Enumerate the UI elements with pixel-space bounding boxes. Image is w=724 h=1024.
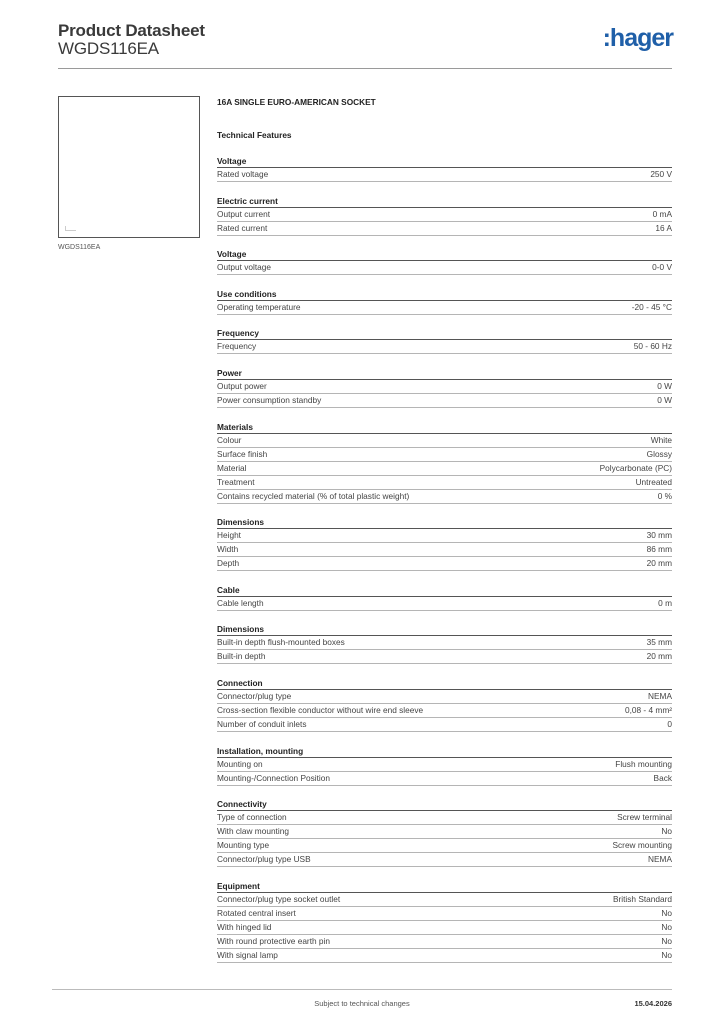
spec-label: Output voltage bbox=[217, 262, 271, 273]
spec-section bbox=[217, 288, 672, 315]
section-title: Installation, mounting bbox=[217, 745, 672, 758]
spec-row bbox=[217, 462, 672, 476]
spec-value: No bbox=[661, 935, 672, 946]
spec-row bbox=[217, 718, 672, 732]
spec-row bbox=[217, 704, 672, 718]
spec-value: -20 - 45 °C bbox=[631, 301, 672, 312]
spec-section bbox=[217, 880, 672, 963]
spec-label: Built-in depth bbox=[217, 651, 266, 662]
spec-label: Height bbox=[217, 530, 241, 541]
image-caption: WGDS116EA bbox=[58, 244, 101, 251]
spec-label: Output power bbox=[217, 380, 267, 391]
spec-row bbox=[217, 893, 672, 907]
spec-value: Flush mounting bbox=[615, 758, 672, 769]
spec-section bbox=[217, 516, 672, 571]
spec-value: 0 W bbox=[657, 380, 672, 391]
spec-value: 0-0 V bbox=[652, 262, 672, 273]
spec-label: Cross-section flexible conductor without wire end sleeve bbox=[217, 704, 424, 715]
spec-row bbox=[217, 476, 672, 490]
spec-content bbox=[217, 96, 672, 975]
spec-section bbox=[217, 327, 672, 354]
section-title: Dimensions bbox=[217, 623, 672, 636]
spec-label: Material bbox=[217, 462, 247, 473]
spec-row bbox=[217, 636, 672, 650]
spec-value: Glossy bbox=[646, 448, 672, 459]
spec-value: Screw mounting bbox=[612, 840, 672, 851]
spec-label: Depth bbox=[217, 558, 240, 569]
technical-features-heading: Technical Features bbox=[217, 130, 292, 140]
spec-value: Back bbox=[653, 772, 672, 783]
spec-row bbox=[217, 825, 672, 839]
hager-logo: :hager bbox=[602, 24, 673, 52]
spec-section bbox=[217, 421, 672, 504]
spec-value: 20 mm bbox=[646, 558, 672, 569]
page-subtitle: WGDS116EA bbox=[58, 39, 159, 58]
spec-row bbox=[217, 839, 672, 853]
spec-label: Surface finish bbox=[217, 448, 268, 459]
spec-section bbox=[217, 623, 672, 664]
spec-label: Treatment bbox=[217, 476, 255, 487]
spec-label: Frequency bbox=[217, 341, 257, 352]
spec-value: 30 mm bbox=[646, 530, 672, 541]
spec-label: Connector/plug type USB bbox=[217, 854, 311, 865]
spec-section bbox=[217, 745, 672, 786]
spec-value: 0 bbox=[667, 718, 672, 729]
spec-value: 0,08 - 4 mm² bbox=[624, 704, 672, 715]
section-title: Dimensions bbox=[217, 516, 672, 529]
section-title: Connectivity bbox=[217, 798, 672, 811]
section-title: Voltage bbox=[217, 248, 672, 261]
spec-row bbox=[217, 340, 672, 354]
spec-label: Mounting type bbox=[217, 840, 270, 851]
section-title: Materials bbox=[217, 421, 672, 434]
spec-label: Power consumption standby bbox=[217, 394, 322, 405]
spec-label: Output current bbox=[217, 208, 271, 219]
spec-value: Untreated bbox=[635, 476, 672, 487]
spec-value: 0 % bbox=[657, 490, 672, 501]
spec-row bbox=[217, 650, 672, 664]
footer-date: 15.04.2026 bbox=[634, 999, 672, 1008]
spec-section bbox=[217, 677, 672, 732]
spec-row bbox=[217, 772, 672, 786]
spec-value: No bbox=[661, 907, 672, 918]
section-title: Power bbox=[217, 367, 672, 380]
section-title: Equipment bbox=[217, 880, 672, 893]
section-title: Use conditions bbox=[217, 288, 672, 301]
spec-row bbox=[217, 853, 672, 867]
spec-label: Contains recycled material (% of total plastic weight) bbox=[217, 490, 410, 501]
spec-row bbox=[217, 394, 672, 408]
spec-value: NEMA bbox=[648, 690, 672, 701]
page-title: Product Datasheet bbox=[58, 21, 205, 40]
spec-label: Mounting on bbox=[217, 758, 263, 769]
spec-value: NEMA bbox=[648, 854, 672, 865]
spec-label: Connector/plug type socket outlet bbox=[217, 893, 341, 904]
spec-row bbox=[217, 758, 672, 772]
spec-value: 0 W bbox=[657, 394, 672, 405]
spec-row bbox=[217, 690, 672, 704]
spec-value: 35 mm bbox=[646, 637, 672, 648]
spec-value: Polycarbonate (PC) bbox=[599, 462, 672, 473]
spec-label: Mounting-/Connection Position bbox=[217, 772, 330, 783]
spec-row bbox=[217, 168, 672, 182]
spec-row bbox=[217, 949, 672, 963]
spec-value: 20 mm bbox=[646, 651, 672, 662]
spec-row bbox=[217, 261, 672, 275]
spec-section bbox=[217, 367, 672, 408]
spec-sections bbox=[217, 155, 672, 963]
product-image bbox=[58, 96, 200, 238]
spec-value: No bbox=[661, 921, 672, 932]
spec-row bbox=[217, 597, 672, 611]
spec-section bbox=[217, 584, 672, 611]
spec-section bbox=[217, 155, 672, 182]
header-divider bbox=[58, 68, 672, 69]
footer-divider bbox=[52, 989, 672, 990]
spec-label: With round protective earth pin bbox=[217, 935, 330, 946]
spec-label: Operating temperature bbox=[217, 301, 301, 312]
spec-label: Built-in depth flush-mounted boxes bbox=[217, 637, 345, 648]
spec-row bbox=[217, 811, 672, 825]
spec-row bbox=[217, 557, 672, 571]
spec-label: Rated current bbox=[217, 222, 268, 233]
spec-label: Colour bbox=[217, 434, 242, 445]
spec-value: 16 A bbox=[655, 222, 672, 233]
section-title: Frequency bbox=[217, 327, 672, 340]
spec-label: Type of connection bbox=[217, 812, 287, 823]
spec-value: 50 - 60 Hz bbox=[633, 341, 672, 352]
spec-label: Connector/plug type bbox=[217, 690, 292, 701]
spec-label: Rotated central insert bbox=[217, 907, 296, 918]
spec-label: With hinged lid bbox=[217, 921, 272, 932]
spec-row bbox=[217, 301, 672, 315]
spec-row bbox=[217, 921, 672, 935]
spec-row bbox=[217, 208, 672, 222]
spec-row bbox=[217, 935, 672, 949]
spec-label: Width bbox=[217, 544, 239, 555]
spec-value: Screw terminal bbox=[617, 812, 672, 823]
section-title: Connection bbox=[217, 677, 672, 690]
spec-value: 0 m bbox=[658, 597, 672, 608]
spec-row bbox=[217, 448, 672, 462]
spec-value: No bbox=[661, 949, 672, 960]
product-heading: 16A SINGLE EURO-AMERICAN SOCKET bbox=[217, 97, 376, 107]
spec-value: White bbox=[650, 434, 672, 445]
spec-row bbox=[217, 529, 672, 543]
spec-value: 250 V bbox=[650, 169, 672, 179]
spec-row bbox=[217, 490, 672, 504]
section-title: Electric current bbox=[217, 195, 672, 208]
spec-row bbox=[217, 907, 672, 921]
spec-section bbox=[217, 798, 672, 867]
spec-row bbox=[217, 434, 672, 448]
spec-row bbox=[217, 380, 672, 394]
section-title: Cable bbox=[217, 584, 672, 597]
spec-value: British Standard bbox=[612, 893, 672, 904]
spec-value: 0 mA bbox=[652, 208, 672, 219]
spec-value: No bbox=[661, 826, 672, 837]
spec-label: With claw mounting bbox=[217, 826, 289, 837]
section-title: Voltage bbox=[217, 155, 672, 168]
spec-row bbox=[217, 222, 672, 236]
image-placeholder-icon bbox=[65, 226, 76, 231]
spec-label: Rated voltage bbox=[217, 169, 269, 179]
spec-value: 86 mm bbox=[646, 544, 672, 555]
spec-label: Cable length bbox=[217, 597, 264, 608]
spec-section bbox=[217, 195, 672, 236]
footer-note: Subject to technical changes bbox=[314, 999, 410, 1008]
spec-row bbox=[217, 543, 672, 557]
spec-label: Number of conduit inlets bbox=[217, 718, 307, 729]
spec-label: With signal lamp bbox=[217, 949, 278, 960]
spec-section bbox=[217, 248, 672, 275]
